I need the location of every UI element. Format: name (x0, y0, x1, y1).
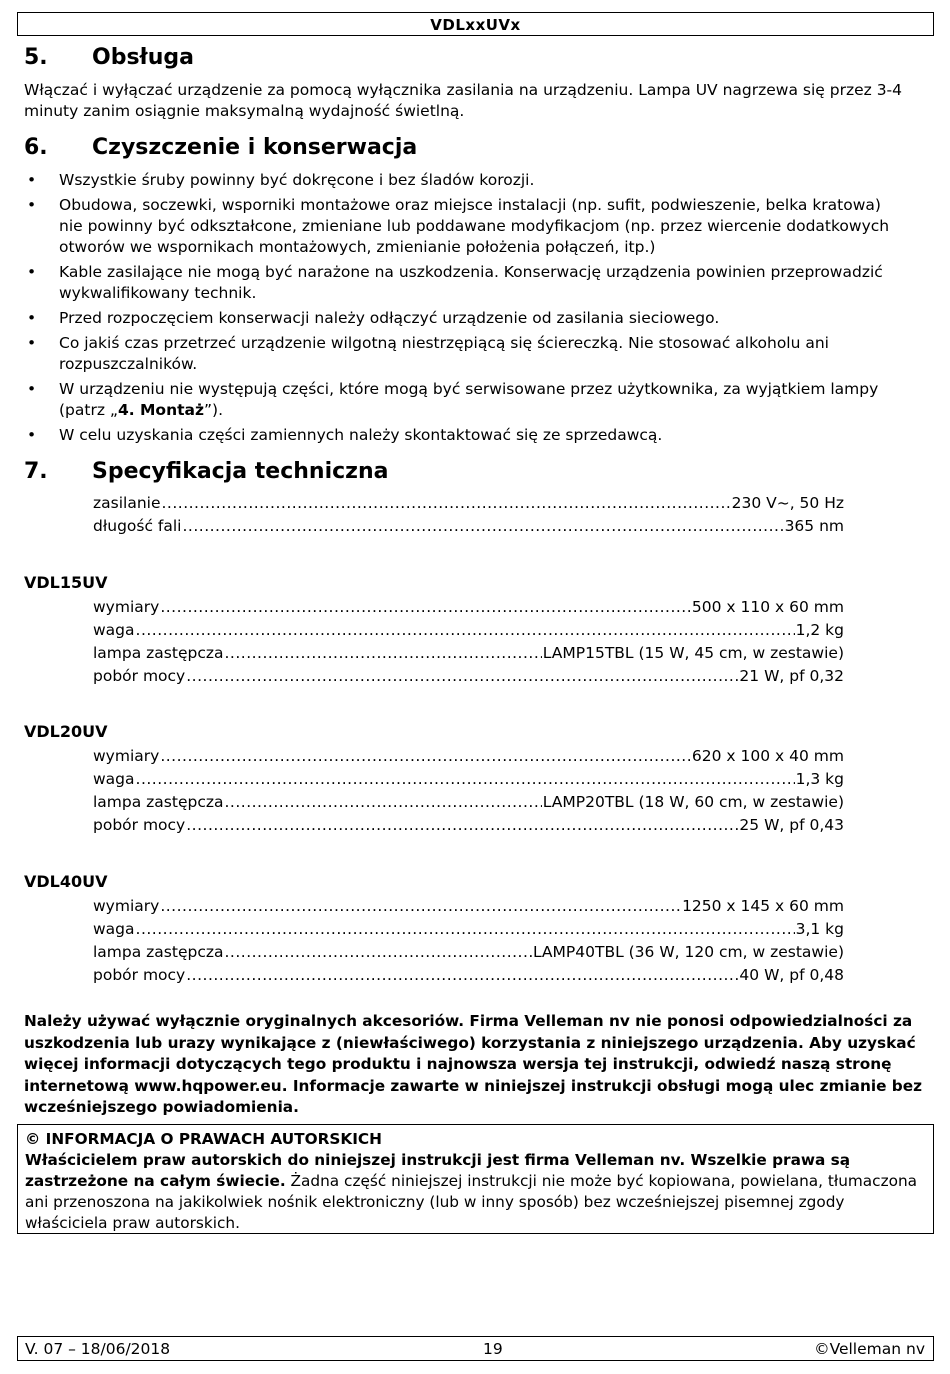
spec-value: LAMP20TBL (18 W, 60 cm, w zestawie) (542, 793, 844, 811)
spec-value: 21 W, pf 0,32 (739, 667, 844, 685)
list-item-text: W celu uzyskania części zamiennych należy skontaktować się ze sprzedawcą. (59, 426, 663, 444)
spec-value: 1,3 kg (795, 770, 844, 788)
leader-dots (136, 918, 795, 940)
list-item (24, 262, 904, 304)
spec-value: 500 x 110 x 60 mm (691, 598, 844, 616)
leader-dots (136, 619, 795, 641)
page-number: 19 (483, 1340, 503, 1358)
spec-label: pobór mocy (93, 966, 186, 984)
leader-dots (162, 492, 731, 514)
leader-dots (186, 964, 738, 986)
list-item (24, 195, 904, 258)
page-header (17, 12, 934, 36)
spec-row (93, 596, 844, 618)
copyright-text: Żadna część niniejszej instrukcji nie może być kopiowana, powielana, tłumaczona ani przenoszona na jakikolwiek nośnik elektroniczny (lub w inny sposób) bez wcześniejszej pisemnej zgody właściciela praw autorskich. (25, 1172, 918, 1232)
spec-label: lampa zastępcza (93, 793, 224, 811)
list-item (24, 170, 904, 191)
spec-label: pobór mocy (93, 816, 186, 834)
copyright-bold-text: Właścicielem praw autorskich do niniejszej instrukcji jest firma Velleman nv. Wszelkie prawa są zastrzeżone na całym świecie. (25, 1151, 851, 1190)
section-reference: 4. Montaż (117, 401, 205, 419)
copyright-heading: © INFORMACJA O PRAWACH AUTORSKICH (25, 1130, 382, 1148)
spec-row (93, 964, 844, 986)
spec-label: wymiary (93, 897, 160, 915)
model-heading: VDL20UV (24, 722, 108, 741)
bullet-icon: • (27, 426, 37, 444)
spec-value: 230 V~, 50 Hz (731, 494, 844, 512)
spec-row (93, 642, 844, 664)
section-5-number: 5. (24, 45, 48, 70)
spec-row (93, 918, 844, 940)
bullet-icon: • (27, 171, 37, 189)
spec-row (93, 814, 844, 836)
spec-label: pobór mocy (93, 667, 186, 685)
header-title: VDLxxUVx (430, 16, 521, 34)
spec-row (93, 515, 844, 537)
model-heading: VDL15UV (24, 573, 108, 592)
accessories-notice: Należy używać wyłącznie oryginalnych akcesoriów. Firma Velleman nv nie ponosi odpowiedzialności za uszkodzenia lub urazy wynikające z (niewłaściwego) korzystania z niniejszego urządzenia. Aby uzyskać więcej informacji dotyczących tego produktu i najnowsza wersja tej instrukcji, odwiedź naszą stronę internetową www.hqpower.eu. Informacje zawarte w niniejszej instrukcji obsługi mogą ulec zmianie bez wcześniejszego powiadomienia. (24, 1012, 923, 1116)
spec-label: waga (93, 770, 135, 788)
spec-label: lampa zastępcza (93, 943, 224, 961)
spec-label: lampa zastępcza (93, 644, 224, 662)
spec-value: 1,2 kg (795, 621, 844, 639)
spec-value: LAMP40TBL (36 W, 120 cm, w zestawie) (532, 943, 844, 961)
spec-label: zasilanie (93, 494, 161, 512)
leader-dots (186, 665, 738, 687)
list-item-text: Wszystkie śruby powinny być dokręcone i bez śladów korozji. (59, 171, 535, 189)
maintenance-list (24, 170, 904, 450)
bullet-icon: • (27, 263, 37, 281)
spec-label: długość fali (93, 517, 182, 535)
spec-row (93, 745, 844, 767)
list-item (24, 425, 904, 446)
leader-dots (136, 768, 795, 790)
copyright-box (17, 1124, 934, 1234)
bullet-icon: • (27, 196, 37, 214)
section-6-heading (24, 135, 417, 160)
page-footer (17, 1336, 934, 1361)
leader-dots (225, 642, 542, 664)
leader-dots (186, 814, 738, 836)
spec-row (93, 619, 844, 641)
list-item (24, 308, 904, 329)
bullet-icon: • (27, 309, 37, 327)
section-7-title: Specyfikacja techniczna (92, 459, 389, 484)
leader-dots (225, 941, 532, 963)
list-item (24, 333, 904, 375)
spec-value: 3,1 kg (795, 920, 844, 938)
list-item-text: W urządzeniu nie występują części, które mogą być serwisowane przez użytkownika, za wyjątkiem lampy (patrz „ (59, 380, 879, 419)
list-item-text: Obudowa, soczewki, wsporniki montażowe oraz miejsce instalacji (np. sufit, podwieszenie, belka kratowa) nie powinny być odkształcone, zmieniane lub poddawane modyfikacjom (np. przez wiercenie dodatkowych otworów we wspornikach montażowych, zmienianie położenia połączeń, itp.) (59, 196, 890, 256)
copyright-body (25, 1150, 926, 1234)
spec-value: 365 nm (784, 517, 844, 535)
section-6-number: 6. (24, 135, 48, 160)
section-5-title: Obsługa (92, 45, 194, 70)
spec-label: wymiary (93, 598, 160, 616)
spec-row (93, 791, 844, 813)
section-5-heading (24, 45, 194, 70)
leader-dots (182, 515, 783, 537)
footer-version: V. 07 – 18/06/2018 (25, 1340, 171, 1358)
leader-dots (160, 745, 691, 767)
section-7-heading (24, 459, 388, 484)
footer-company: ©Velleman nv (814, 1340, 925, 1358)
bullet-icon: • (27, 334, 37, 352)
list-item-text: Co jakiś czas przetrzeć urządzenie wilgotną niestrzępiącą się ściereczką. Nie stosować alkoholu ani rozpuszczalników. (59, 334, 829, 373)
spec-label: waga (93, 621, 135, 639)
section-5-text: Włączać i wyłączać urządzenie za pomocą wyłącznika zasilania na urządzeniu. Lampa UV nagrzewa się przez 3-4 minuty zanim osiągnie maksymalną wydajność świetlną. (24, 81, 903, 120)
spec-label: wymiary (93, 747, 160, 765)
spec-value: 40 W, pf 0,48 (739, 966, 844, 984)
leader-dots (160, 895, 681, 917)
leader-dots (160, 596, 691, 618)
spec-value: 620 x 100 x 40 mm (691, 747, 844, 765)
spec-value: 1250 x 145 x 60 mm (682, 897, 844, 915)
spec-row (93, 895, 844, 917)
spec-row (93, 941, 844, 963)
spec-value: 25 W, pf 0,43 (739, 816, 844, 834)
section-7-number: 7. (24, 459, 48, 484)
spec-row (93, 492, 844, 514)
model-heading: VDL40UV (24, 872, 108, 891)
spec-label: waga (93, 920, 135, 938)
list-item-text: Przed rozpoczęciem konserwacji należy odłączyć urządzenie od zasilania sieciowego. (59, 309, 720, 327)
spec-row (93, 665, 844, 687)
section-6-title: Czyszczenie i konserwacja (92, 135, 418, 160)
list-item-text: Kable zasilające nie mogą być narażone na uszkodzenia. Konserwację urządzenia powinien przeprowadzić wykwalifikowany technik. (59, 263, 883, 302)
list-item-text: ”). (204, 401, 224, 419)
spec-row (93, 768, 844, 790)
bullet-icon: • (27, 380, 37, 398)
spec-value: LAMP15TBL (15 W, 45 cm, w zestawie) (542, 644, 844, 662)
list-item (24, 379, 904, 421)
leader-dots (225, 791, 542, 813)
